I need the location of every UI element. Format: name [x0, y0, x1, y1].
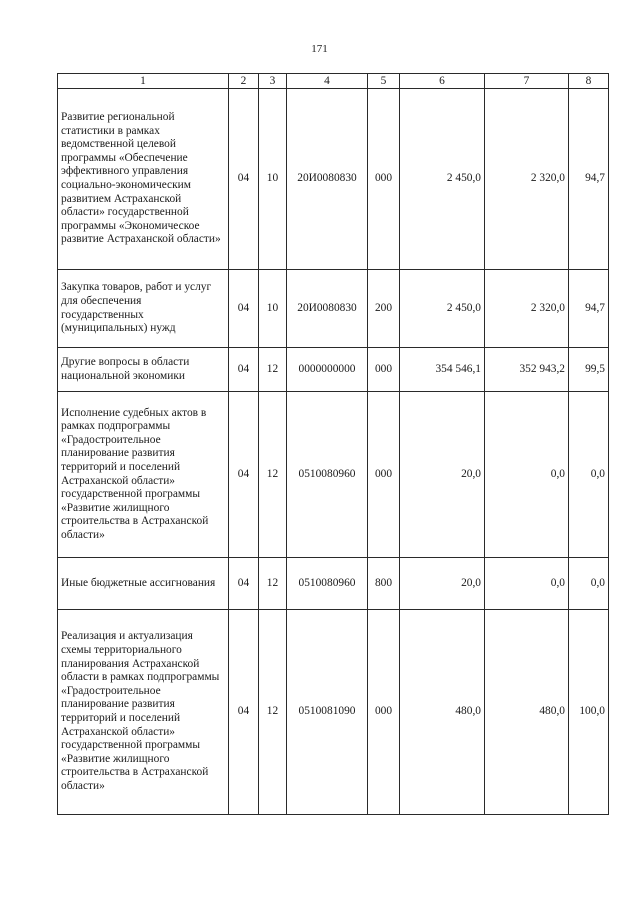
row-name: Закупка товаров, работ и услуг для обеспечения государственных (муниципальных) нужд: [58, 270, 229, 348]
row-fact: 0,0: [485, 558, 569, 610]
row-rz: 04: [229, 348, 259, 392]
row-name: Развитие региональной статистики в рамках ведомственной целевой программы «Обеспечение эффективного управления социально-экономическим развитием Астраханской области» государственной программы «Экономическое развитие Астраханской области»: [58, 89, 229, 270]
row-pr: 10: [259, 89, 287, 270]
row-rz: 04: [229, 610, 259, 815]
row-plan: 20,0: [400, 392, 485, 558]
row-vr: 000: [368, 89, 400, 270]
budget-table: [57, 73, 609, 815]
header-cell-3: 3: [259, 74, 287, 89]
table-row: [58, 270, 609, 348]
row-percent: 94,7: [569, 89, 609, 270]
header-cell-4: 4: [287, 74, 368, 89]
row-fact: 480,0: [485, 610, 569, 815]
row-percent: 0,0: [569, 558, 609, 610]
row-rz: 04: [229, 558, 259, 610]
row-plan: 20,0: [400, 558, 485, 610]
row-fact: 352 943,2: [485, 348, 569, 392]
row-name: Иные бюджетные ассигнования: [58, 558, 229, 610]
row-plan: 2 450,0: [400, 89, 485, 270]
row-percent: 100,0: [569, 610, 609, 815]
row-pr: 12: [259, 558, 287, 610]
row-plan: 2 450,0: [400, 270, 485, 348]
row-pr: 10: [259, 270, 287, 348]
row-fact: 2 320,0: [485, 89, 569, 270]
row-csr: 20И0080830: [287, 89, 368, 270]
row-plan: 480,0: [400, 610, 485, 815]
row-csr: 0510081090: [287, 610, 368, 815]
row-vr: 000: [368, 610, 400, 815]
row-vr: 800: [368, 558, 400, 610]
header-cell-5: 5: [368, 74, 400, 89]
row-pr: 12: [259, 392, 287, 558]
row-name: Реализация и актуализация схемы территориального планирования Астраханской области в рамках подпрограммы «Градостроительное планирование развития территорий и поселений Астраханской области» государственной программы «Развитие жилищного строительства в Астраханской области»: [58, 610, 229, 815]
row-csr: 0000000000: [287, 348, 368, 392]
header-cell-6: 6: [400, 74, 485, 89]
row-vr: 000: [368, 392, 400, 558]
table-row: [58, 89, 609, 270]
table-row: [58, 392, 609, 558]
row-pr: 12: [259, 348, 287, 392]
row-csr: 0510080960: [287, 392, 368, 558]
row-name: Исполнение судебных актов в рамках подпрограммы «Градостроительное планирование развития территорий и поселений Астраханской области» государственной программы «Развитие жилищного строительства в Астраханской области»: [58, 392, 229, 558]
table-row: [58, 610, 609, 815]
row-vr: 000: [368, 348, 400, 392]
header-cell-8: 8: [569, 74, 609, 89]
row-percent: 94,7: [569, 270, 609, 348]
row-rz: 04: [229, 392, 259, 558]
row-vr: 200: [368, 270, 400, 348]
header-cell-2: 2: [229, 74, 259, 89]
row-csr: 20И0080830: [287, 270, 368, 348]
row-fact: 0,0: [485, 392, 569, 558]
row-fact: 2 320,0: [485, 270, 569, 348]
row-plan: 354 546,1: [400, 348, 485, 392]
row-csr: 0510080960: [287, 558, 368, 610]
row-percent: 99,5: [569, 348, 609, 392]
row-rz: 04: [229, 89, 259, 270]
header-cell-1: 1: [58, 74, 229, 89]
page-number: 171: [311, 43, 328, 55]
row-percent: 0,0: [569, 392, 609, 558]
header-cell-7: 7: [485, 74, 569, 89]
table-row: [58, 348, 609, 392]
row-name: Другие вопросы в области национальной экономики: [58, 348, 229, 392]
row-pr: 12: [259, 610, 287, 815]
table-header-row: [58, 74, 609, 89]
table-row: [58, 558, 609, 610]
row-rz: 04: [229, 270, 259, 348]
